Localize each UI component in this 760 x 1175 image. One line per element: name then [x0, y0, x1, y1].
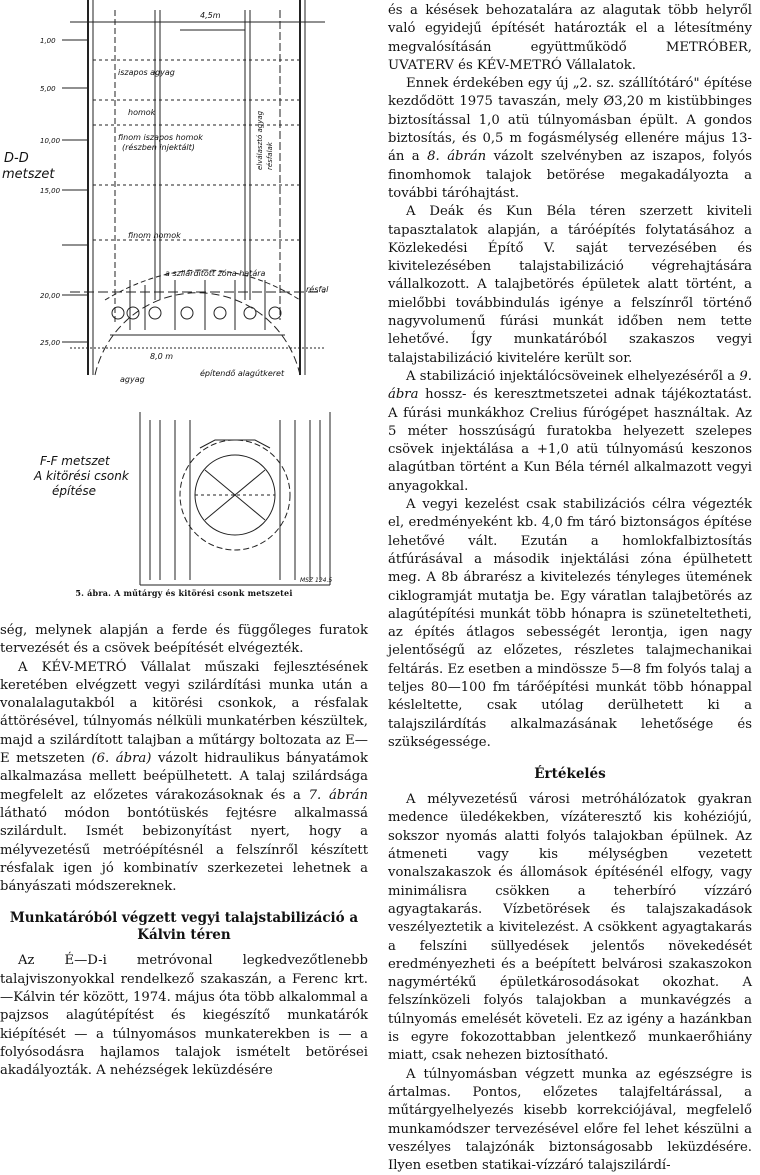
label-finom-iszapos-homok: finom iszapos homok — [118, 133, 203, 142]
drawing-number: MSZ 124.5 — [300, 577, 333, 584]
left-paragraph-continued: ség, melynek alapján a ferde és függőleges furatok tervezését és a csövek beépítését elvégezték. — [0, 623, 368, 657]
label-vert-note-2: résfalak — [266, 142, 274, 170]
level-6: 25,00 — [40, 339, 61, 347]
section-ff-label-3: építése — [52, 484, 97, 498]
section-ff-label-2: A kitörési csonk — [34, 469, 129, 483]
figure-caption: 5. ábra. A műtárgy és kitörési csonk metszetei — [75, 588, 293, 598]
right-paragraph-5: A mélyvezetésű városi metróhálózatok gyakran medence üledékekben, vízáteresztő kis kohéziójú, sokszor nyomás alatti folyós talajokban épülnek. Az átmeneti vagy kis mélységben vezetett vonalszakaszok és állomások építésénél elfogy, vagy minimálisra csökken a teherbíró vízzáró agyagtakarás. Vízbetörések és talajszakadások veszélyeztetik a kivitelezést. A csökkent agyagtakarás a felszíni süllyedések jelentős növekedését eredményezheti és a beépített belvárosi szakaszokon nagymértékű épületkárosodásokat okozhat. A felszínközeli folyós talajokban a munkavégzés a túlnyomás emelését követeli. Ez az igény a hazánkban is egyre fokozottabban jelentkező munkaerőhiány miatt, csak nehezen biztosítható. — [388, 792, 752, 1064]
right-paragraph-2: A Deák és Kun Béla téren szerzett kiviteli tapasztalatok alapján, a táróépítés folytatásához a Közlekedési Építő V. saját tervezésében és kivitelezésében talajstabilizáció végrehajtására vállalkozott. A talajbetörés épületek alatt történt, a mielőbbi továbbindulás igénye a felszínről történő nagyvolumenű fúrási munkát időben nem tette lehetővé. Így munkatáróból szakaszos vegyi talajstabilizáció kivitelére került sor. — [388, 204, 752, 366]
section-dd-label-2: metszet — [2, 167, 55, 182]
label-reszben-injektalt: (részben injektált) — [122, 143, 195, 152]
right-paragraph-3 — [388, 368, 752, 496]
label-finom-homok: finom homok — [128, 231, 181, 240]
top-dim-label: 4,5m — [200, 11, 221, 20]
label-szilarditott-zona: a szilárdított zóna határa — [165, 269, 266, 278]
right-p3-ref: 9. ábra — [388, 368, 752, 403]
right-section-heading: Értékelés — [534, 766, 606, 783]
left-body-text — [0, 622, 368, 1081]
section-dd-label-1: D-D — [4, 151, 29, 166]
section-ff-label-1: F-F metszet — [40, 454, 110, 468]
figure-5 — [0, 0, 368, 610]
left-section-heading: Munkatáróból végzett vegyi talajstabilizáció a Kálvin téren — [9, 910, 359, 944]
right-paragraph-1 — [388, 75, 752, 203]
label-resfal: résfal — [306, 285, 329, 294]
left-p1-text: A KÉV-METRÓ Vállalat műszaki fejlesztésének keretében elvégzett vegyi szilárdítási munka után a vonalalagutakból a kitörési csonkok, a résfalak áttörésével, túlnyomás nélküli munkatérben készültek, majd a szilárdított talajban a műtárgy boltozata az E—E metszeten — [0, 659, 368, 767]
label-epitendo: építendő alagútkeret — [200, 369, 285, 378]
level-2: 5,00 — [40, 85, 56, 93]
label-vert-note: elválasztó agyag — [256, 110, 264, 170]
right-p1-ref: 8. ábrán — [427, 149, 487, 165]
level-5: 20,00 — [40, 292, 61, 300]
left-p1-ref: (6. ábra) — [91, 751, 152, 767]
label-homok: homok — [128, 108, 156, 117]
right-paragraph-4: A vegyi kezelést csak stabilizációs célra végezték el, eredményeként kb. 4,0 fm táró biztonságos építése lehetővé vált. Ezután a homlokfalbiztosítás átfúrásával a második injektálási zóna épülhetett meg. A 8b ábrarész a kivitelezés tényleges ütemének ciklogramját mutatja be. Egy váratlan talajbetörés az alagútépítési munkát több hónapra is szüneteltetheti, az építés átlagos sebességét lerontja, igen nagy jelentőségű az előzetes, részletes talajmechanikai feltárás. Ez esetben a mindössze 5—8 fm folyós talaj a teljes 80—100 fm tárőépítési munkát több hónappal késleltette, csak utólag derülhetett ki a talajszilárdítás alkalmazásának lehetősége és szükségessége. — [388, 497, 752, 750]
level-4: 15,00 — [40, 187, 61, 195]
level-3: 10,00 — [40, 137, 61, 145]
label-iszapos-agyag: iszapos agyag — [118, 68, 175, 77]
left-paragraph-2: Az É—D-i metróvonal legkedvezőtlenebb talajviszonyokkal rendelkező szakaszán, a Ferenc krt.—Kálvin tér között, 1974. május óta több alkalommal a pajzsos alagútépítést és kiegészítő munkatárók kiépítését — a túlnyomásos munkaterekben is — a folyósodásra hajlamos talajok ismételt betörései akadályozták. A nehézségek leküzdésére — [0, 953, 368, 1079]
right-paragraph-continued: és a késések behozatalára az alagutak több helyről való egyidejű építését határozták el a létesítmény megvalósításán együttműködő METRÓBER, UVATERV és KÉV-METRÓ Vállalatok. — [388, 3, 752, 73]
left-p1-text-b: vázolt hidraulikus bányatámok alkalmazása mellett beépülhetett. A talaj szilárdsága megfelelt az előzetes várakozásoknak és a — [0, 751, 368, 803]
right-p1-text: Ennek érdekében egy új „2. sz. szállítótáró" építése kezdődött 1975 tavaszán, mely Ø3,20 m kistübbinges biztosítással 1,0 atü túlnyomásban épült. A gondos biztosítás, és 0,5 m fogásmélység ellenére május 13-án a — [388, 76, 752, 165]
label-agyag: agyag — [120, 375, 145, 384]
left-p1-text-c: látható módon bontótüskés fejtésre alkalmassá szilárdult. Ismét bebizonyítást nyert, hogy a mélyvezetésű metróépítésnél a felszínről készített résfalak igen jó kombinatív szerkezetei lehetnek a bányászati módszereknek. — [0, 805, 368, 895]
level-1: 1,00 — [40, 37, 56, 45]
right-body-text — [388, 2, 752, 1175]
right-paragraph-6: A túlnyomásban végzett munka az egészségre is ártalmas. Pontos, előzetes talajfeltárással, a műtárgyelhelyezés kisebb korrekciójával, megfelelő munkamódszer tervezésével előre fel lehet készülni a veszélyes talajzónák biztonságosabb leküzdésére. Ilyen esetben statikai-vízzáró talajszilárdí- — [388, 1066, 752, 1174]
left-p1-ref-2: 7. ábrán — [308, 787, 368, 803]
right-p3-text-b: hossz- és keresztmetszetei adnak tájékoztatást. A fúrási munkákhoz Crelius fúrógépet használtak. Az 5 méter hosszúságú furatokba helyezett szelepes csövek injektálása a +1,0 atü túlnyomású keszonos alagútban történt a Kun Béla térnél alkalmazott vegyi anyagokkal. — [388, 387, 752, 494]
figure-drawing — [0, 0, 368, 610]
right-p1-text-b: vázolt szelvényben az iszapos, folyós finomhomok talajok betörése megakadályozta a további táróhajtást. — [388, 149, 752, 201]
left-paragraph-1 — [0, 659, 368, 897]
right-p3-text: A stabilizáció injektálócsöveinek elhelyezéséről a — [406, 368, 736, 384]
label-dim-8m: 8,0 m — [150, 352, 174, 361]
